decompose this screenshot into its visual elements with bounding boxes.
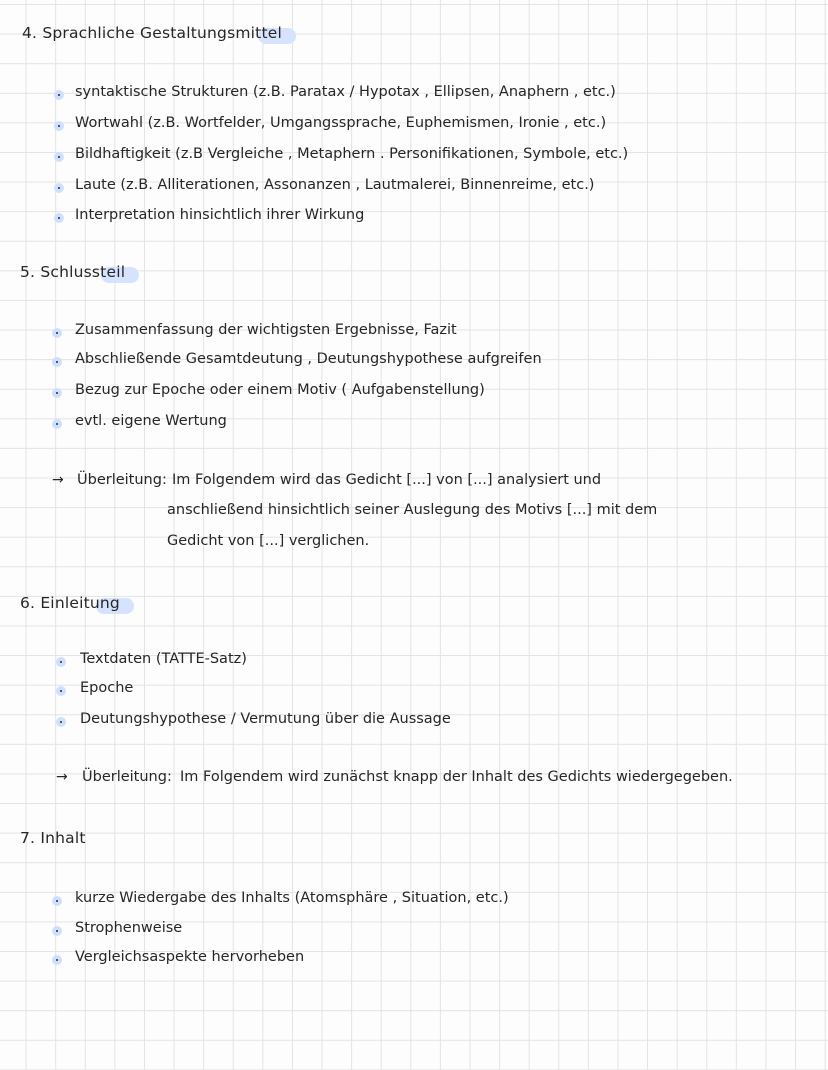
section-heading-4 bbox=[22, 24, 282, 42]
list-item: syntaktische Strukturen (z.B. Paratax / Hypotax , Ellipsen, Anaphern , etc.) bbox=[75, 84, 616, 100]
bullet-icon bbox=[56, 717, 66, 727]
list-item: Textdaten (TATTE-Satz) bbox=[80, 651, 247, 667]
list-item: Laute (z.B. Alliterationen, Assonanzen , Lautmalerei, Binnenreime, etc.) bbox=[75, 177, 595, 193]
list-item: Strophenweise bbox=[75, 920, 183, 936]
bullet-icon bbox=[54, 152, 64, 162]
bullet-icon bbox=[56, 657, 66, 667]
arrow-right-icon: → bbox=[56, 769, 68, 785]
arrow-right-icon: → bbox=[52, 472, 64, 488]
section-heading-5 bbox=[20, 263, 125, 281]
transition-label: Überleitung: bbox=[77, 472, 167, 488]
section-heading-5-text: 5. Schlussteil bbox=[20, 263, 126, 281]
section-heading-4-text: 4. Sprachliche Gestaltungsmittel bbox=[22, 24, 282, 42]
section-heading-7-text: 7. Inhalt bbox=[20, 829, 86, 847]
transition-line: Im Folgendem wird das Gedicht [...] von [...] analysiert und bbox=[172, 472, 602, 488]
bullet-icon bbox=[52, 388, 62, 398]
bullet-icon bbox=[52, 357, 62, 367]
transition-label: Überleitung: bbox=[82, 769, 172, 785]
list-item: Zusammenfassung der wichtigsten Ergebnisse, Fazit bbox=[75, 322, 457, 338]
bullet-icon bbox=[54, 90, 64, 100]
list-item: Deutungshypothese / Vermutung über die Aussage bbox=[80, 711, 451, 727]
transition-line: Gedicht von [...] verglichen. bbox=[167, 533, 370, 549]
section-heading-6 bbox=[20, 594, 120, 612]
list-item: Interpretation hinsichtlich ihrer Wirkung bbox=[75, 207, 365, 223]
list-item: Bezug zur Epoche oder einem Motiv ( Aufgabenstellung) bbox=[75, 382, 485, 398]
bullet-icon bbox=[52, 896, 62, 906]
list-item: kurze Wiedergabe des Inhalts (Atomsphäre , Situation, etc.) bbox=[75, 890, 509, 906]
section-heading-6-text: 6. Einleitung bbox=[20, 594, 120, 612]
bullet-icon bbox=[54, 121, 64, 131]
bullet-icon bbox=[52, 955, 62, 965]
transition-line: Im Folgendem wird zunächst knapp der Inhalt des Gedichts wiedergegeben. bbox=[180, 769, 733, 785]
transition-line: anschließend hinsichtlich seiner Auslegung des Motivs [...] mit dem bbox=[167, 502, 658, 518]
bullet-icon bbox=[52, 926, 62, 936]
list-item: Bildhaftigkeit (z.B Vergleiche , Metaphern . Personifikationen, Symbole, etc.) bbox=[75, 146, 629, 162]
bullet-icon bbox=[52, 328, 62, 338]
list-item: Abschließende Gesamtdeutung , Deutungshypothese aufgreifen bbox=[75, 351, 542, 367]
list-item: Wortwahl (z.B. Wortfelder, Umgangssprache, Euphemismen, Ironie , etc.) bbox=[75, 115, 607, 131]
bullet-icon bbox=[54, 213, 64, 223]
section-heading-7 bbox=[20, 829, 86, 847]
bullet-icon bbox=[52, 419, 62, 429]
list-item: Epoche bbox=[80, 680, 134, 696]
list-item: evtl. eigene Wertung bbox=[75, 413, 227, 429]
list-item: Vergleichsaspekte hervorheben bbox=[75, 949, 305, 965]
bullet-icon bbox=[56, 686, 66, 696]
bullet-icon bbox=[54, 183, 64, 193]
